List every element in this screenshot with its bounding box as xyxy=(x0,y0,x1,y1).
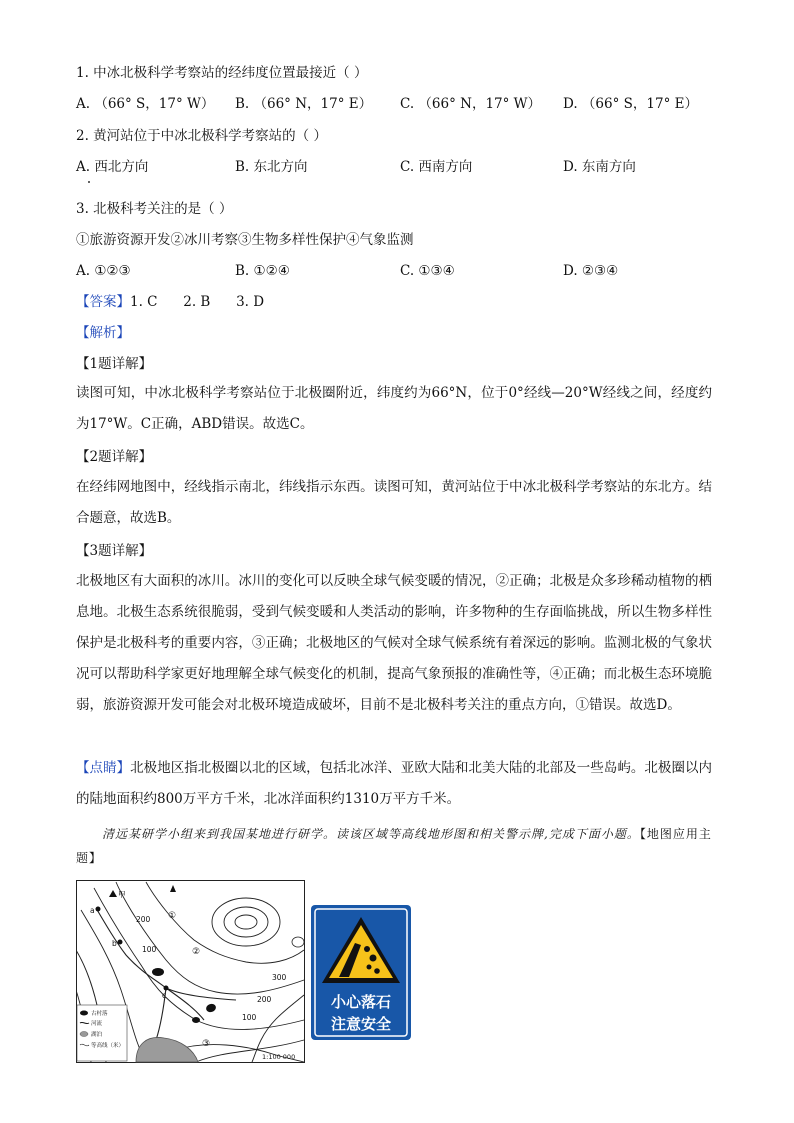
q3-option-d: D. ②③④ xyxy=(563,263,619,279)
q2-stem: 2. 黄河站位于中冰北极科学考察站的（ ） xyxy=(76,128,327,144)
q1-stem: 1. 中冰北极科学考察站的经纬度位置最接近（ ） xyxy=(76,65,368,81)
detail2-text: 在经纬网地图中，经线指示南北，纬线指示东西。读图可知，黄河站位于中冰北极科学考察站的东北方。结合题意，故选B。 xyxy=(76,479,712,526)
answer-line xyxy=(76,293,264,311)
label-contour-200: 200 xyxy=(136,915,151,924)
detail3-text: 北极地区有大面积的冰川。冰川的变化可以反映全球气候变暖的情况，②正确；北极是众多珍稀动植物的栖息地。北极生态系统很脆弱，受到气候变暖和人类活动的影响，许多物种的生存面临挑战，所以生物多样性保护是北极科考的重要内容，③正确；北极地区的气候对全球气候系统有着深远的影响。监测北极的气象状况可以帮助科学家更好地理解全球气候变化的机制，提高气象预报的准确性等，④正确；而北极生态环境脆弱，旅游资源开发可能会对北极环境造成破坏，目前不是北极科考关注的重点方向，①错误。故选D。 xyxy=(76,573,712,713)
label-area-3: ③ xyxy=(202,1039,211,1049)
q1-option-a: A. （66° S，17° W） xyxy=(76,96,215,112)
point-b xyxy=(118,940,123,945)
q2-option-d: D. 东南方向 xyxy=(563,159,636,175)
q3-option-c: C. ①③④ xyxy=(400,263,455,279)
map-scale: 1:100 000 xyxy=(262,1053,296,1061)
legend-lake-label: 湖泊 xyxy=(91,1032,103,1038)
legend-contour-label: 等高线（米） xyxy=(91,1043,125,1049)
detail1-text: 读图可知，中冰北极科学考察站位于北极圈附近，纬度约为66°N，位于0°经线—20°W经线之间，经度约为17°W。C正确，ABD错误。故选C。 xyxy=(76,385,712,432)
intro-tag: 【地图应用主题】 xyxy=(76,827,712,865)
contour-map xyxy=(76,880,305,1063)
point-c xyxy=(164,986,169,991)
label-area-2: ② xyxy=(192,947,201,957)
q1-option-d: D. （66° S，17° E） xyxy=(563,96,698,112)
tip-paragraph xyxy=(76,753,712,815)
q2-option-a: A. 西北方向 xyxy=(76,159,149,175)
label-point-b: b xyxy=(112,939,117,948)
legend-village-label: 古村落 xyxy=(91,1011,108,1017)
answer-text: 1. C 2. B 3. D xyxy=(130,294,265,310)
label-contour-100b: 100 xyxy=(242,1013,257,1022)
label-contour-100: 100 xyxy=(142,945,157,954)
label-area-1: ① xyxy=(168,911,177,921)
analysis-label: 【解析】 xyxy=(76,325,130,341)
legend-village-icon xyxy=(80,1011,88,1016)
q3-option-a: A. ①②③ xyxy=(76,263,131,279)
map-legend xyxy=(77,1005,127,1061)
falling-rock-warning-sign xyxy=(309,903,413,1042)
answer-label: 【答案】 xyxy=(76,294,130,310)
q2-option-b: B. 东北方向 xyxy=(235,159,308,175)
detail1-label: 【1题详解】 xyxy=(76,356,153,372)
q1-option-c: C. （66° N，17° W） xyxy=(400,96,542,112)
label-contour-200b: 200 xyxy=(257,995,272,1004)
sign-line-2: 注意安全 xyxy=(330,1015,392,1033)
point-a xyxy=(96,907,101,912)
label-point-c: c xyxy=(162,991,167,1000)
legend-river-label: 河流 xyxy=(91,1021,103,1027)
q3-items: ①旅游资源开发②冰川考察③生物多样性保护④气象监测 xyxy=(76,232,414,248)
detail3-label: 【3题详解】 xyxy=(76,543,153,559)
label-jia: 甲 xyxy=(118,890,126,899)
q2-option-c: C. 西南方向 xyxy=(400,159,473,175)
intro-text: 清远某研学小组来到我国某地进行研学。读该区域等高线地形图和相关警示牌,完成下面小题。 xyxy=(102,827,640,841)
q3-option-b: B. ①②④ xyxy=(235,263,290,279)
tip-label: 【点睛】 xyxy=(76,760,131,776)
q3-stem: 3. 北极科考关注的是（ ） xyxy=(76,201,233,217)
intro-paragraph xyxy=(76,822,716,870)
stray-dot xyxy=(88,181,90,183)
detail2-label: 【2题详解】 xyxy=(76,449,153,465)
legend-lake-icon xyxy=(80,1032,88,1037)
sign-line-1: 小心落石 xyxy=(330,993,392,1011)
label-point-a: a xyxy=(90,906,95,915)
tip-text: 北极地区指北极圈以北的区域，包括北冰洋、亚欧大陆和北美大陆的北部及一些岛屿。北极圈以内的陆地面积约800万平方千米，北冰洋面积约1310万平方千米。 xyxy=(76,760,713,807)
q1-option-b: B. （66° N，17° E） xyxy=(235,96,373,112)
label-contour-300: 300 xyxy=(272,973,287,982)
